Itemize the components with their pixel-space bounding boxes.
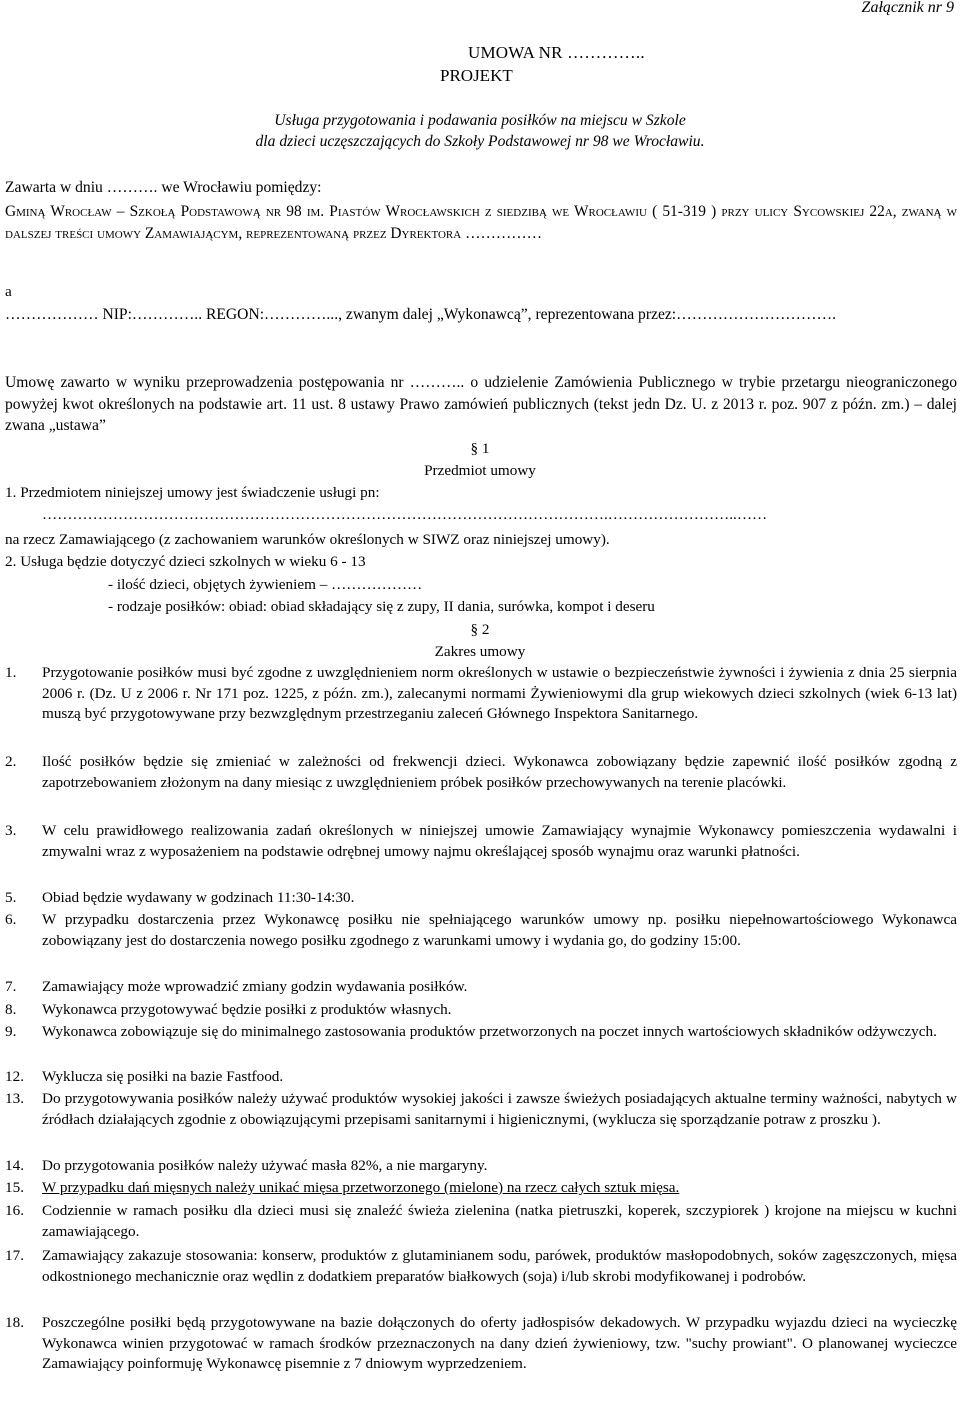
item-text: W przypadku dań mięsnych należy unikać mięsa przetworzonego (mielone) na rzecz całych sztuk mięsa. xyxy=(42,1179,680,1196)
item-text: Zamawiający zakazuje stosowania: konserw, produktów z glutaminianem sodu, parówek, produktów masłopodobnych, soków zagęszczonych, mięsa odkostnionego mechanicznie oraz wędlin z dodatkiem preparatów białkowych (soja) i/lub skrobi modyfikowanej i podrobów. xyxy=(42,1247,957,1285)
section-2-item-9 xyxy=(5,1022,957,1043)
item-number: 8. xyxy=(5,1001,17,1018)
item-text: Poszczególne posiłki będą przygotowywane na bazie dołączonych do oferty jadłospisów dekadowych. W przypadku wyjazdu dzieci na wycieczkę Wykonawca winien przygotować w ramach środków przeznaczonych na dany dzień żywieniowy, tzw. "suchy prowiant". O planowanej wycieczce Zamawiający poinformuję Wykonawcę pisemnie z 7 dniowym wyprzedzeniem. xyxy=(42,1314,957,1373)
item-text: Codziennie w ramach posiłku dla dzieci musi się znaleźć świeża zielenina (natka pietruszki, koperek, szczypiorek ) krojone na miejscu w kuchni zamawiającego. xyxy=(42,1202,957,1240)
section-2-heading: Zakres umowy xyxy=(434,643,526,660)
service-name-placeholder: ………………………………………………………………………………………………….……………………..…… xyxy=(42,506,768,523)
section-1-mark: § 1 xyxy=(470,440,490,457)
section-2-item-7 xyxy=(5,977,957,998)
signed-line: Zawarta w dniu ………. we Wrocławiu pomiędzy: xyxy=(5,179,322,196)
section-1-point-1-continued: na rzecz Zamawiającego (z zachowaniem warunków określonych w SIWZ oraz niniejszej umowy). xyxy=(5,531,610,548)
subtitle-line-1: Usługa przygotowania i podawania posiłków na miejscu w Szkole xyxy=(274,112,686,129)
attachment-label: Załącznik nr 9 xyxy=(861,0,954,16)
section-2-item-18 xyxy=(5,1313,957,1375)
section-1-point-1: 1. Przedmiotem niniejszej umowy jest świadczenie usługi pn: xyxy=(5,484,380,501)
section-2-item-14 xyxy=(5,1156,957,1177)
section-2-item-6 xyxy=(5,910,957,951)
item-number: 3. xyxy=(5,822,17,839)
section-2-item-12 xyxy=(5,1067,957,1088)
section-2-item-8 xyxy=(5,1000,957,1021)
section-2-item-3 xyxy=(5,821,957,862)
item-number: 18. xyxy=(5,1314,24,1331)
item-text: Do przygotowywania posiłków należy używać produktów wysokiej jakości i zawsze świeżych posiadających aktualne terminy ważności, nabytych w źródłach działających zgodnie z obowiązującymi przepisami sanitarnymi i higienicznymi, (wyklucza się sporządzanie potraw z proszku ). xyxy=(42,1090,957,1128)
section-2-item-5 xyxy=(5,888,957,909)
subtitle-line-2: dla dzieci uczęszczających do Szkoły Podstawowej nr 98 we Wrocławiu. xyxy=(255,133,705,150)
item-number: 13. xyxy=(5,1090,24,1107)
section-2-item-13 xyxy=(5,1089,957,1130)
draft-label: PROJEKT xyxy=(440,66,513,85)
section-1-heading: Przedmiot umowy xyxy=(424,462,536,479)
section-2-item-16 xyxy=(5,1201,957,1242)
meal-types-line: - rodzaje posiłków: obiad: obiad składający się z zupy, II dania, surówka, kompot i deseru xyxy=(108,598,655,615)
item-text: Wykonawca przygotowywać będzie posiłki z produktów własnych. xyxy=(42,1001,452,1018)
item-number: 17. xyxy=(5,1247,24,1264)
item-text: Przygotowanie posiłków musi być zgodne z uwzględnieniem norm określonych w ustawie o bezpieczeństwie żywności i żywienia z dnia 25 sierpnia 2006 r. (Dz. U z 2006 r. Nr 171 poz. 1225, z późn. zm.), zalecanymi normami Żywieniowymi dla grup wiekowych dzieci szkolnych (wiek 6-13 lat) muszą być przygotowywane przy bezwzględnym przestrzeganiu zaleceń Głównego Inspektora Sanitarnego. xyxy=(42,664,957,723)
item-text: Wykonawca zobowiązuje się do minimalnego zastosowania produktów przetworzonych na poczet innych wartościowych składników odżywczych. xyxy=(42,1023,937,1040)
item-text: Zamawiający może wprowadzić zmiany godzin wydawania posiłków. xyxy=(42,978,468,995)
item-text: Ilość posiłków będzie się zmieniać w zależności od frekwencji dzieci. Wykonawca zobowiązany będzie zapewnić ilość posiłków zgodną z zapotrzebowaniem złożonym na dany miesiąc z uwzględnieniem próbek posiłków przechowywanych na terenie placówki. xyxy=(42,753,957,791)
section-2-item-17 xyxy=(5,1246,957,1287)
party-2-description: ……………… NIP:………….. REGON:…………..., zwanym dalej „Wykonawcą”, reprezentowana przez:…………………………. xyxy=(5,306,836,323)
section-2-item-15 xyxy=(5,1178,957,1199)
item-number: 15. xyxy=(5,1179,24,1196)
item-text: Obiad będzie wydawany w godzinach 11:30-14:30. xyxy=(42,889,355,906)
item-number: 16. xyxy=(5,1202,24,1219)
section-2-item-1 xyxy=(5,663,957,725)
item-number: 9. xyxy=(5,1023,17,1040)
item-text: W celu prawidłowego realizowania zadań określonych w niniejszej umowie Zamawiający wynajmie Wykonawcy pomieszczenia wydawalni i zmywalni wraz z wyposażeniem na podstawie odrębnej umowy najmu określającej sposób wynajmu oraz warunki płatności. xyxy=(42,822,957,860)
item-number: 2. xyxy=(5,753,17,770)
item-text: Wyklucza się posiłki na bazie Fastfood. xyxy=(42,1068,284,1085)
item-text: W przypadku dostarczenia przez Wykonawcę posiłku nie spełniającego warunków umowy np. posiłku niepełnowartościowego Wykonawca zobowiązany jest do dostarczenia nowego posiłku zgodnego z warunkami umowy i wydania go, do godziny 15:00. xyxy=(42,911,957,949)
section-2-mark: § 2 xyxy=(470,621,490,638)
section-1-point-2: 2. Usługa będzie dotyczyć dzieci szkolnych w wieku 6 - 13 xyxy=(5,553,366,570)
item-text: Do przygotowania posiłków należy używać masła 82%, a nie margaryny. xyxy=(42,1157,488,1174)
item-number: 12. xyxy=(5,1068,24,1085)
and-label: a xyxy=(5,283,12,300)
contract-basis: Umowę zawarto w wyniku przeprowadzenia postępowania nr ……….. o udzielenie Zamówienia Publicznego w trybie przetargu nieograniczonego powyżej kwot określonych na podstawie art. 11 ust. 8 ustawy Prawo zamówień publicznych (tekst jedn Dz. U. z 2013 r. poz. 907 z późn. zm.) – dalej zwana „ustawa” xyxy=(5,374,957,434)
section-2-item-2 xyxy=(5,752,957,793)
party-1-description: Gminą Wrocław – Szkołą Podstawową nr 98 im. Piastów Wrocławskich z siedzibą we Wrocławiu ( 51-319 ) przy ulicy Sycowskiej 22a, zwaną w dalszej treści umowy Zamawiającym, reprezentowaną przez Dyrektora …………… xyxy=(5,203,957,242)
item-number: 7. xyxy=(5,978,17,995)
item-number: 14. xyxy=(5,1157,24,1174)
item-number: 1. xyxy=(5,664,17,681)
contract-title: UMOWA NR ………….. xyxy=(468,43,645,62)
children-count-line: - ilość dzieci, objętych żywieniem – ……………… xyxy=(108,576,423,593)
item-number: 6. xyxy=(5,911,17,928)
item-number: 5. xyxy=(5,889,17,906)
